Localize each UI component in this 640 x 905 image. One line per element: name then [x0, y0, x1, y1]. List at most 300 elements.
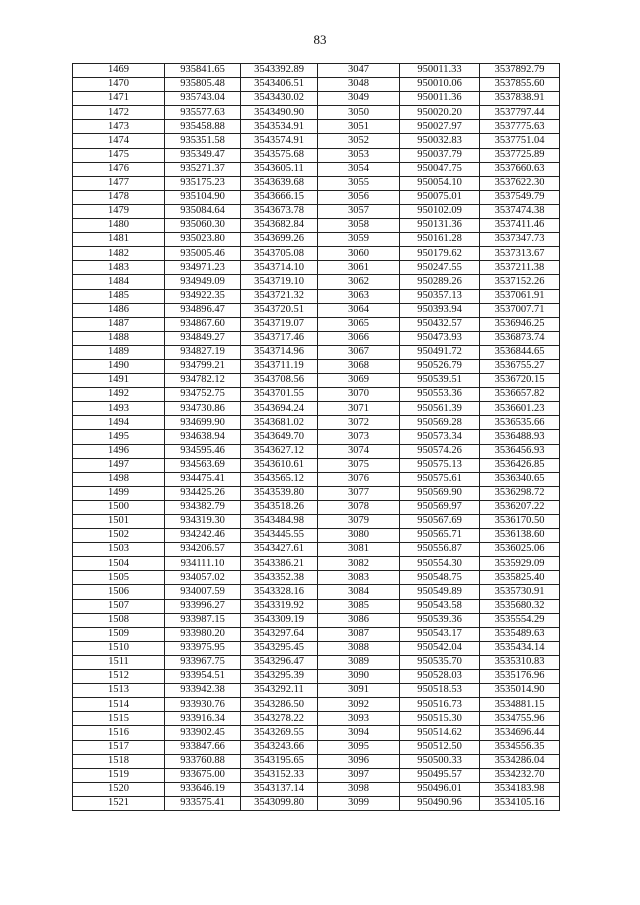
- point-number-right: 3077: [318, 486, 400, 500]
- point-number-right: 3098: [318, 782, 400, 796]
- y-coordinate-left: 3543719.10: [241, 275, 318, 289]
- y-coordinate-right: 3537855.60: [480, 78, 560, 92]
- table-row: [73, 782, 560, 796]
- x-coordinate-left: 935175.23: [165, 176, 241, 190]
- point-number-left: 1473: [73, 120, 165, 134]
- y-coordinate-left: 3543445.55: [241, 529, 318, 543]
- x-coordinate-right: 950548.75: [400, 571, 480, 585]
- y-coordinate-left: 3543699.26: [241, 233, 318, 247]
- x-coordinate-right: 950102.09: [400, 204, 480, 218]
- y-coordinate-right: 3536720.15: [480, 374, 560, 388]
- x-coordinate-left: 934827.19: [165, 345, 241, 359]
- y-coordinate-right: 3537775.63: [480, 120, 560, 134]
- y-coordinate-right: 3536426.85: [480, 458, 560, 472]
- x-coordinate-left: 934867.60: [165, 317, 241, 331]
- point-number-right: 3054: [318, 162, 400, 176]
- point-number-right: 3052: [318, 134, 400, 148]
- x-coordinate-left: 933987.15: [165, 613, 241, 627]
- x-coordinate-right: 950054.10: [400, 176, 480, 190]
- y-coordinate-left: 3543721.32: [241, 289, 318, 303]
- x-coordinate-left: 934730.86: [165, 402, 241, 416]
- table-row: [73, 472, 560, 486]
- y-coordinate-left: 3543565.12: [241, 472, 318, 486]
- point-number-right: 3093: [318, 712, 400, 726]
- x-coordinate-right: 950561.39: [400, 402, 480, 416]
- y-coordinate-right: 3534183.98: [480, 782, 560, 796]
- point-number-right: 3095: [318, 740, 400, 754]
- x-coordinate-right: 950526.79: [400, 359, 480, 373]
- y-coordinate-left: 3543328.16: [241, 585, 318, 599]
- x-coordinate-right: 950011.33: [400, 64, 480, 78]
- point-number-right: 3075: [318, 458, 400, 472]
- x-coordinate-left: 933916.34: [165, 712, 241, 726]
- y-coordinate-right: 3534556.35: [480, 740, 560, 754]
- x-coordinate-left: 934922.35: [165, 289, 241, 303]
- y-coordinate-right: 3535680.32: [480, 599, 560, 613]
- y-coordinate-left: 3543534.91: [241, 120, 318, 134]
- point-number-left: 1510: [73, 641, 165, 655]
- x-coordinate-right: 950542.04: [400, 641, 480, 655]
- point-number-right: 3067: [318, 345, 400, 359]
- y-coordinate-left: 3543627.12: [241, 444, 318, 458]
- y-coordinate-right: 3536601.23: [480, 402, 560, 416]
- x-coordinate-left: 935805.48: [165, 78, 241, 92]
- table-row: [73, 557, 560, 571]
- table-row: [73, 796, 560, 810]
- point-number-left: 1518: [73, 754, 165, 768]
- x-coordinate-left: 935104.90: [165, 190, 241, 204]
- x-coordinate-right: 950495.57: [400, 768, 480, 782]
- y-coordinate-right: 3535929.09: [480, 557, 560, 571]
- point-number-left: 1489: [73, 345, 165, 359]
- y-coordinate-right: 3534105.16: [480, 796, 560, 810]
- point-number-left: 1493: [73, 402, 165, 416]
- point-number-left: 1475: [73, 148, 165, 162]
- y-coordinate-left: 3543714.96: [241, 345, 318, 359]
- x-coordinate-right: 950543.17: [400, 627, 480, 641]
- y-coordinate-left: 3543681.02: [241, 416, 318, 430]
- y-coordinate-left: 3543673.78: [241, 204, 318, 218]
- table-row: [73, 458, 560, 472]
- y-coordinate-right: 3534881.15: [480, 698, 560, 712]
- x-coordinate-right: 950179.62: [400, 247, 480, 261]
- x-coordinate-left: 934638.94: [165, 430, 241, 444]
- point-number-left: 1497: [73, 458, 165, 472]
- table-row: [73, 388, 560, 402]
- y-coordinate-right: 3537007.71: [480, 303, 560, 317]
- y-coordinate-right: 3535730.91: [480, 585, 560, 599]
- point-number-right: 3048: [318, 78, 400, 92]
- y-coordinate-right: 3536946.25: [480, 317, 560, 331]
- point-number-right: 3055: [318, 176, 400, 190]
- y-coordinate-right: 3534755.96: [480, 712, 560, 726]
- table-row: [73, 190, 560, 204]
- point-number-right: 3062: [318, 275, 400, 289]
- point-number-left: 1511: [73, 655, 165, 669]
- y-coordinate-right: 3536138.60: [480, 529, 560, 543]
- point-number-left: 1474: [73, 134, 165, 148]
- y-coordinate-left: 3543605.11: [241, 162, 318, 176]
- x-coordinate-left: 935005.46: [165, 247, 241, 261]
- y-coordinate-left: 3543694.24: [241, 402, 318, 416]
- table-row: [73, 670, 560, 684]
- y-coordinate-left: 3543099.80: [241, 796, 318, 810]
- point-number-right: 3083: [318, 571, 400, 585]
- point-number-left: 1494: [73, 416, 165, 430]
- y-coordinate-left: 3543278.22: [241, 712, 318, 726]
- point-number-right: 3058: [318, 219, 400, 233]
- x-coordinate-right: 950543.58: [400, 599, 480, 613]
- table-row: [73, 641, 560, 655]
- x-coordinate-right: 950289.26: [400, 275, 480, 289]
- y-coordinate-left: 3543574.91: [241, 134, 318, 148]
- table-row: [73, 64, 560, 78]
- y-coordinate-right: 3536298.72: [480, 486, 560, 500]
- table-row: [73, 726, 560, 740]
- x-coordinate-left: 934699.90: [165, 416, 241, 430]
- y-coordinate-right: 3536340.65: [480, 472, 560, 486]
- x-coordinate-right: 950573.34: [400, 430, 480, 444]
- y-coordinate-right: 3535825.40: [480, 571, 560, 585]
- point-number-left: 1480: [73, 219, 165, 233]
- table-row: [73, 219, 560, 233]
- point-number-right: 3051: [318, 120, 400, 134]
- point-number-left: 1485: [73, 289, 165, 303]
- x-coordinate-right: 950432.57: [400, 317, 480, 331]
- y-coordinate-left: 3543610.61: [241, 458, 318, 472]
- x-coordinate-right: 950075.01: [400, 190, 480, 204]
- point-number-right: 3086: [318, 613, 400, 627]
- x-coordinate-left: 935060.30: [165, 219, 241, 233]
- table-row: [73, 134, 560, 148]
- x-coordinate-left: 935084.64: [165, 204, 241, 218]
- x-coordinate-left: 933954.51: [165, 670, 241, 684]
- y-coordinate-right: 3537549.79: [480, 190, 560, 204]
- x-coordinate-right: 950528.03: [400, 670, 480, 684]
- y-coordinate-left: 3543714.10: [241, 261, 318, 275]
- x-coordinate-right: 950535.70: [400, 655, 480, 669]
- x-coordinate-left: 934319.30: [165, 515, 241, 529]
- point-number-right: 3085: [318, 599, 400, 613]
- point-number-right: 3074: [318, 444, 400, 458]
- point-number-left: 1509: [73, 627, 165, 641]
- point-number-right: 3080: [318, 529, 400, 543]
- y-coordinate-left: 3543269.55: [241, 726, 318, 740]
- y-coordinate-right: 3536456.93: [480, 444, 560, 458]
- y-coordinate-right: 3537411.46: [480, 219, 560, 233]
- point-number-right: 3084: [318, 585, 400, 599]
- x-coordinate-left: 934111.10: [165, 557, 241, 571]
- y-coordinate-left: 3543666.15: [241, 190, 318, 204]
- point-number-left: 1486: [73, 303, 165, 317]
- y-coordinate-right: 3536535.66: [480, 416, 560, 430]
- x-coordinate-left: 935458.88: [165, 120, 241, 134]
- x-coordinate-right: 950565.71: [400, 529, 480, 543]
- x-coordinate-left: 934007.59: [165, 585, 241, 599]
- x-coordinate-right: 950161.28: [400, 233, 480, 247]
- y-coordinate-left: 3543490.90: [241, 106, 318, 120]
- point-number-right: 3076: [318, 472, 400, 486]
- x-coordinate-right: 950011.36: [400, 92, 480, 106]
- table-row: [73, 529, 560, 543]
- table-row: [73, 571, 560, 585]
- point-number-left: 1499: [73, 486, 165, 500]
- point-number-right: 3061: [318, 261, 400, 275]
- x-coordinate-left: 934782.12: [165, 374, 241, 388]
- x-coordinate-right: 950514.62: [400, 726, 480, 740]
- point-number-right: 3056: [318, 190, 400, 204]
- table-row: [73, 698, 560, 712]
- y-coordinate-right: 3536844.65: [480, 345, 560, 359]
- y-coordinate-left: 3543649.70: [241, 430, 318, 444]
- point-number-left: 1513: [73, 684, 165, 698]
- y-coordinate-left: 3543243.66: [241, 740, 318, 754]
- y-coordinate-left: 3543484.98: [241, 515, 318, 529]
- x-coordinate-left: 935349.47: [165, 148, 241, 162]
- y-coordinate-left: 3543292.11: [241, 684, 318, 698]
- y-coordinate-right: 3537797.44: [480, 106, 560, 120]
- x-coordinate-right: 950539.51: [400, 374, 480, 388]
- point-number-right: 3088: [318, 641, 400, 655]
- point-number-right: 3081: [318, 543, 400, 557]
- point-number-left: 1479: [73, 204, 165, 218]
- table-row: [73, 515, 560, 529]
- point-number-right: 3089: [318, 655, 400, 669]
- y-coordinate-left: 3543296.47: [241, 655, 318, 669]
- point-number-left: 1498: [73, 472, 165, 486]
- point-number-left: 1506: [73, 585, 165, 599]
- table-row: [73, 162, 560, 176]
- point-number-right: 3097: [318, 768, 400, 782]
- table-row: [73, 416, 560, 430]
- point-number-left: 1477: [73, 176, 165, 190]
- point-number-left: 1490: [73, 359, 165, 373]
- x-coordinate-left: 933942.38: [165, 684, 241, 698]
- y-coordinate-left: 3543309.19: [241, 613, 318, 627]
- y-coordinate-right: 3537725.89: [480, 148, 560, 162]
- point-number-left: 1491: [73, 374, 165, 388]
- point-number-left: 1484: [73, 275, 165, 289]
- y-coordinate-left: 3543430.02: [241, 92, 318, 106]
- x-coordinate-left: 934242.46: [165, 529, 241, 543]
- x-coordinate-right: 950515.30: [400, 712, 480, 726]
- point-number-right: 3063: [318, 289, 400, 303]
- y-coordinate-right: 3535176.96: [480, 670, 560, 684]
- y-coordinate-right: 3537211.38: [480, 261, 560, 275]
- x-coordinate-left: 934799.21: [165, 359, 241, 373]
- x-coordinate-left: 934382.79: [165, 500, 241, 514]
- y-coordinate-right: 3536488.93: [480, 430, 560, 444]
- point-number-right: 3094: [318, 726, 400, 740]
- x-coordinate-left: 933575.41: [165, 796, 241, 810]
- x-coordinate-right: 950518.53: [400, 684, 480, 698]
- x-coordinate-left: 935743.04: [165, 92, 241, 106]
- point-number-left: 1470: [73, 78, 165, 92]
- point-number-right: 3099: [318, 796, 400, 810]
- y-coordinate-right: 3537751.04: [480, 134, 560, 148]
- x-coordinate-left: 935271.37: [165, 162, 241, 176]
- table-row: [73, 627, 560, 641]
- point-number-right: 3047: [318, 64, 400, 78]
- point-number-left: 1514: [73, 698, 165, 712]
- point-number-left: 1521: [73, 796, 165, 810]
- x-coordinate-right: 950500.33: [400, 754, 480, 768]
- y-coordinate-left: 3543295.39: [241, 670, 318, 684]
- point-number-left: 1496: [73, 444, 165, 458]
- point-number-right: 3066: [318, 331, 400, 345]
- x-coordinate-right: 950490.96: [400, 796, 480, 810]
- point-number-left: 1505: [73, 571, 165, 585]
- point-number-left: 1492: [73, 388, 165, 402]
- point-number-left: 1515: [73, 712, 165, 726]
- y-coordinate-right: 3537313.67: [480, 247, 560, 261]
- point-number-left: 1471: [73, 92, 165, 106]
- y-coordinate-right: 3534286.04: [480, 754, 560, 768]
- y-coordinate-left: 3543575.68: [241, 148, 318, 162]
- x-coordinate-left: 933967.75: [165, 655, 241, 669]
- point-number-left: 1504: [73, 557, 165, 571]
- x-coordinate-left: 933996.27: [165, 599, 241, 613]
- table-row: [73, 374, 560, 388]
- y-coordinate-right: 3537660.63: [480, 162, 560, 176]
- x-coordinate-right: 950512.50: [400, 740, 480, 754]
- x-coordinate-left: 933930.76: [165, 698, 241, 712]
- point-number-right: 3072: [318, 416, 400, 430]
- y-coordinate-left: 3543518.26: [241, 500, 318, 514]
- page-number: 83: [313, 32, 327, 47]
- point-number-left: 1476: [73, 162, 165, 176]
- x-coordinate-right: 950574.26: [400, 444, 480, 458]
- x-coordinate-left: 933675.00: [165, 768, 241, 782]
- x-coordinate-left: 934057.02: [165, 571, 241, 585]
- y-coordinate-left: 3543708.56: [241, 374, 318, 388]
- x-coordinate-left: 933902.45: [165, 726, 241, 740]
- y-coordinate-left: 3543297.64: [241, 627, 318, 641]
- y-coordinate-right: 3535310.83: [480, 655, 560, 669]
- point-number-left: 1502: [73, 529, 165, 543]
- point-number-right: 3071: [318, 402, 400, 416]
- point-number-left: 1501: [73, 515, 165, 529]
- point-number-right: 3049: [318, 92, 400, 106]
- y-coordinate-right: 3535014.90: [480, 684, 560, 698]
- y-coordinate-right: 3537892.79: [480, 64, 560, 78]
- y-coordinate-right: 3537347.73: [480, 233, 560, 247]
- x-coordinate-right: 950010.06: [400, 78, 480, 92]
- table-row: [73, 204, 560, 218]
- x-coordinate-left: 935023.80: [165, 233, 241, 247]
- point-number-right: 3087: [318, 627, 400, 641]
- point-number-right: 3065: [318, 317, 400, 331]
- y-coordinate-right: 3537152.26: [480, 275, 560, 289]
- x-coordinate-right: 950047.75: [400, 162, 480, 176]
- table-row: [73, 106, 560, 120]
- x-coordinate-left: 933847.66: [165, 740, 241, 754]
- table-row: [73, 261, 560, 275]
- x-coordinate-right: 950539.36: [400, 613, 480, 627]
- point-number-right: 3090: [318, 670, 400, 684]
- point-number-right: 3068: [318, 359, 400, 373]
- table-row: [73, 289, 560, 303]
- y-coordinate-left: 3543717.46: [241, 331, 318, 345]
- point-number-right: 3091: [318, 684, 400, 698]
- table-row: [73, 599, 560, 613]
- x-coordinate-right: 950491.72: [400, 345, 480, 359]
- y-coordinate-right: 3537061.91: [480, 289, 560, 303]
- coordinate-table: [72, 63, 560, 811]
- point-number-left: 1519: [73, 768, 165, 782]
- table-row: [73, 345, 560, 359]
- y-coordinate-right: 3534696.44: [480, 726, 560, 740]
- table-row: [73, 359, 560, 373]
- table-row: [73, 585, 560, 599]
- table-row: [73, 500, 560, 514]
- point-number-left: 1482: [73, 247, 165, 261]
- x-coordinate-right: 950473.93: [400, 331, 480, 345]
- x-coordinate-right: 950393.94: [400, 303, 480, 317]
- y-coordinate-left: 3543719.07: [241, 317, 318, 331]
- table-row: [73, 543, 560, 557]
- table-row: [73, 655, 560, 669]
- point-number-left: 1469: [73, 64, 165, 78]
- x-coordinate-right: 950569.28: [400, 416, 480, 430]
- point-number-left: 1487: [73, 317, 165, 331]
- table-row: [73, 486, 560, 500]
- x-coordinate-left: 934595.46: [165, 444, 241, 458]
- x-coordinate-right: 950357.13: [400, 289, 480, 303]
- x-coordinate-left: 935577.63: [165, 106, 241, 120]
- table-row: [73, 176, 560, 190]
- y-coordinate-right: 3537622.30: [480, 176, 560, 190]
- y-coordinate-right: 3536873.74: [480, 331, 560, 345]
- point-number-left: 1472: [73, 106, 165, 120]
- x-coordinate-left: 933760.88: [165, 754, 241, 768]
- point-number-right: 3060: [318, 247, 400, 261]
- y-coordinate-left: 3543539.80: [241, 486, 318, 500]
- table-row: [73, 148, 560, 162]
- x-coordinate-right: 950020.20: [400, 106, 480, 120]
- point-number-right: 3064: [318, 303, 400, 317]
- point-number-left: 1495: [73, 430, 165, 444]
- x-coordinate-right: 950131.36: [400, 219, 480, 233]
- point-number-left: 1516: [73, 726, 165, 740]
- point-number-right: 3092: [318, 698, 400, 712]
- table-row: [73, 275, 560, 289]
- table-row: [73, 317, 560, 331]
- x-coordinate-right: 950575.13: [400, 458, 480, 472]
- table-row: [73, 684, 560, 698]
- y-coordinate-right: 3536025.06: [480, 543, 560, 557]
- point-number-left: 1478: [73, 190, 165, 204]
- table-row: [73, 740, 560, 754]
- x-coordinate-left: 934949.09: [165, 275, 241, 289]
- y-coordinate-right: 3536657.82: [480, 388, 560, 402]
- table-row: [73, 120, 560, 134]
- y-coordinate-left: 3543639.68: [241, 176, 318, 190]
- table-row: [73, 754, 560, 768]
- x-coordinate-right: 950032.83: [400, 134, 480, 148]
- x-coordinate-right: 950569.97: [400, 500, 480, 514]
- point-number-right: 3078: [318, 500, 400, 514]
- y-coordinate-right: 3535489.63: [480, 627, 560, 641]
- point-number-right: 3059: [318, 233, 400, 247]
- table-row: [73, 331, 560, 345]
- point-number-right: 3079: [318, 515, 400, 529]
- x-coordinate-right: 950554.30: [400, 557, 480, 571]
- x-coordinate-left: 933646.19: [165, 782, 241, 796]
- table-row: [73, 768, 560, 782]
- y-coordinate-left: 3543705.08: [241, 247, 318, 261]
- table-row: [73, 233, 560, 247]
